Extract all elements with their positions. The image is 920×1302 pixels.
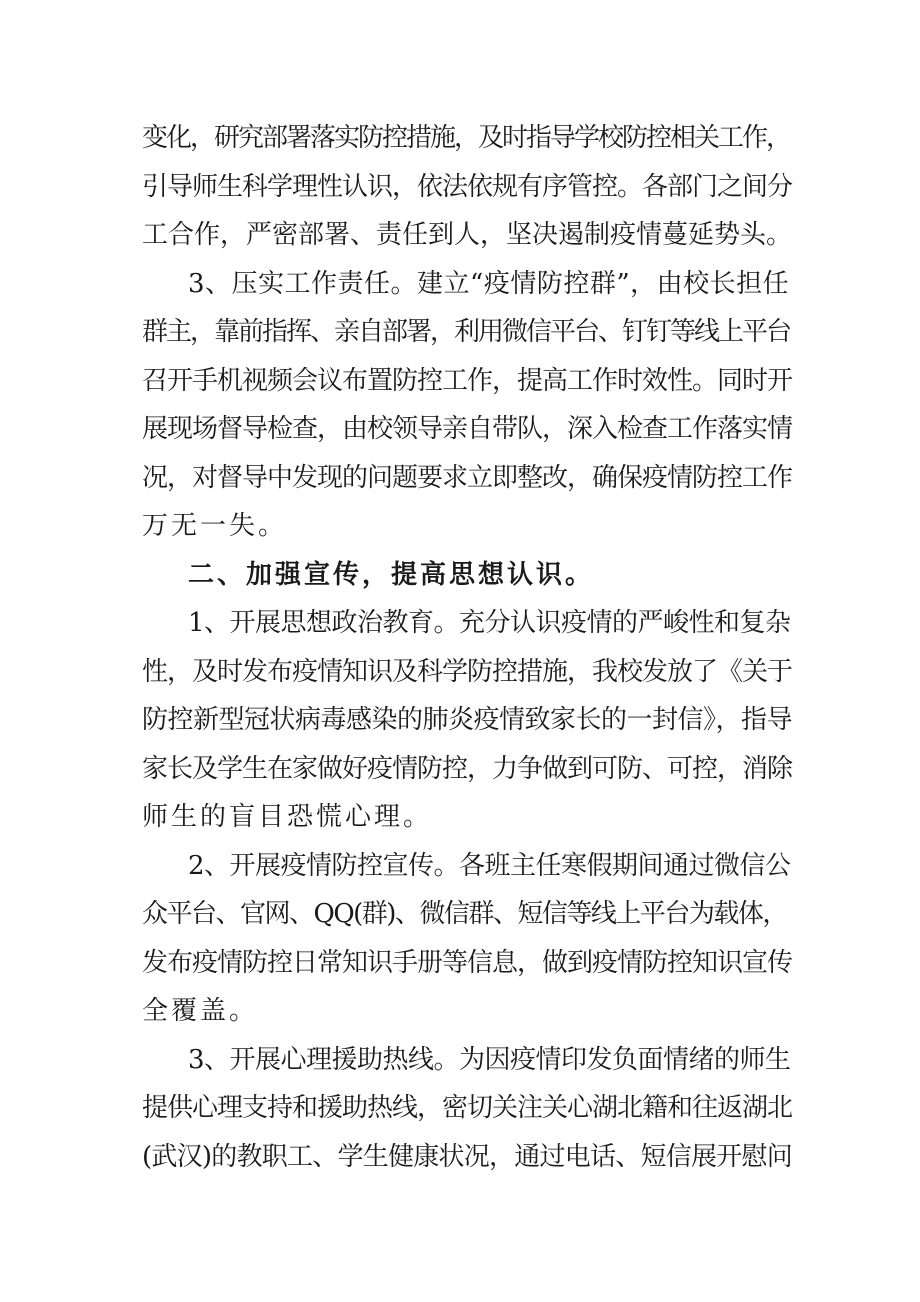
text-line: 召开手机视频会议布置防控工作，提高工作时效性。同时开 — [142, 365, 793, 396]
text-line: 展现场督导检查，由校领导亲自带队，深入检查工作落实情 — [142, 414, 793, 444]
text-line: 防控新型冠状病毒感染的肺炎疫情致家长的一封信》，指导 — [142, 705, 793, 735]
text-line: 万无一失。 — [142, 511, 288, 541]
text-line: 家长及学生在家做好疫情防控，力争做到可防、可控，消除 — [142, 753, 793, 784]
section-heading-line: 二、加强宣传，提高思想认识。 — [188, 559, 595, 590]
text-line: 变化，研究部署落实防控措施，及时指导学校防控相关工作， — [142, 123, 791, 153]
text-line: 2、开展疫情防控宣传。各班主任寒假期间通过微信公 — [188, 850, 791, 881]
text-line: 性，及时发布疫情知识及科学防控措施，我校发放了《关于 — [142, 656, 793, 687]
text-line: 工合作，严密部署、责任到人，坚决遏制疫情蔓延势头。 — [142, 220, 793, 250]
text-line: 3、压实工作责任。建立“疫情防控群”，由校长担任 — [188, 268, 790, 299]
text-line: 群主，靠前指挥、亲自部署，利用微信平台、钉钉等线上平台 — [142, 317, 791, 347]
text-line: 众平台、官网、QQ(群)、微信群、短信等线上平台为载体， — [142, 899, 787, 929]
text-line: 1、开展思想政治教育。充分认识疫情的严峻性和复杂 — [188, 608, 791, 638]
text-line: 全覆盖。 — [142, 996, 259, 1026]
text-line: 发布疫情防控日常知识手册等信息，做到疫情防控知识宣传 — [142, 947, 793, 978]
text-line: 况，对督导中发现的问题要求立即整改，确保疫情防控工作 — [142, 462, 793, 493]
document-body — [142, 114, 792, 1181]
text-line: 师生的盲目恐慌心理。 — [142, 802, 433, 832]
text-line: 引导师生科学理性认识，依法依规有序管控。各部门之间分 — [142, 171, 793, 202]
text-line: (武汉)的教职工、学生健康状况，通过电话、短信展开慰问 — [142, 1141, 793, 1172]
text-line: 3、开展心理援助热线。为因疫情印发负面情绪的师生 — [188, 1044, 791, 1075]
text-line: 提供心理支持和援助热线，密切关注关心湖北籍和往返湖北 — [142, 1093, 793, 1123]
